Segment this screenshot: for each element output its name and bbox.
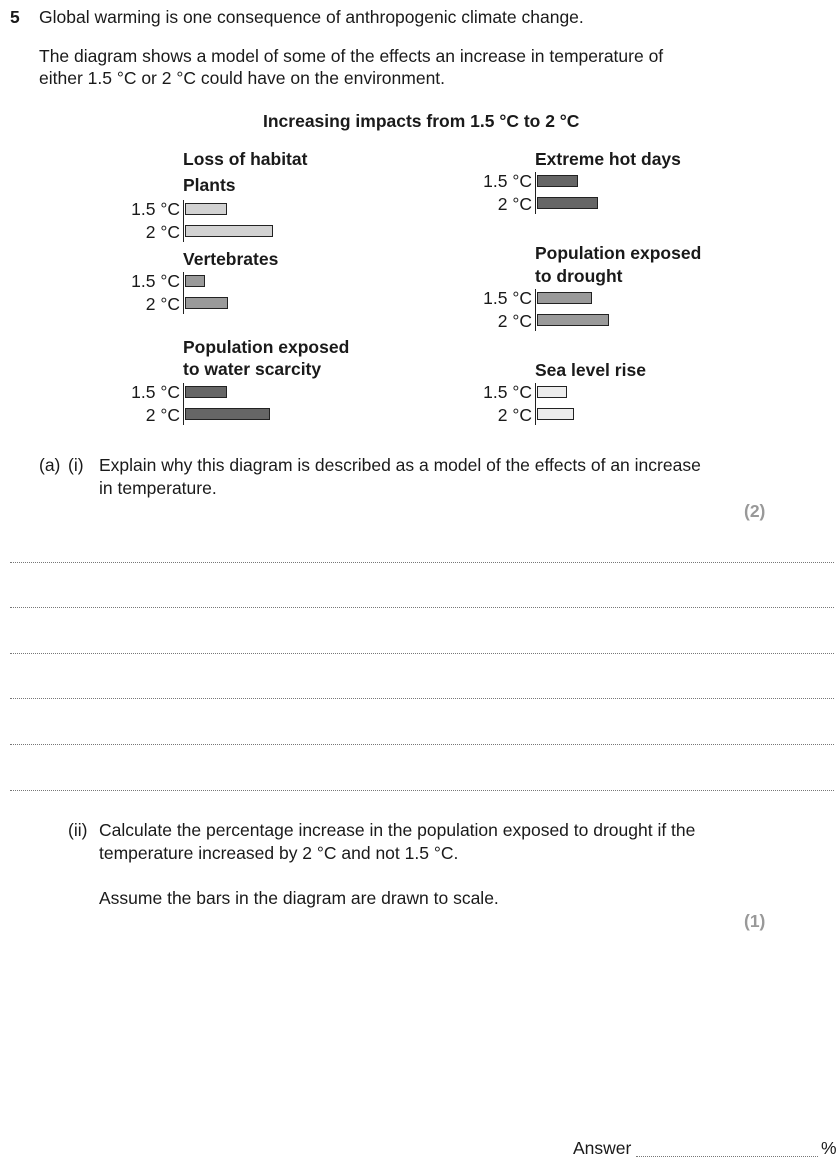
part-a-ii-text-line2: temperature increased by 2 °C and not 1.5 °C. [99,843,459,863]
bar-axis [535,289,536,331]
bar-1-5c [537,175,578,187]
bar-1-5c [537,386,567,398]
part-a-i-text-line1: Explain why this diagram is described as a model of the effects of an increase [99,455,701,475]
bar-axis [183,383,184,425]
temp-label-1-5: 1.5 °C [483,382,532,402]
bar-1-5c [185,386,227,398]
group-heading: Population exposed [183,337,350,357]
question-desc-line2: either 1.5 °C or 2 °C could have on the environment. [39,68,446,88]
part-i-label: (i) [68,455,84,475]
group-heading: Sea level rise [535,360,646,380]
answer-line[interactable] [10,790,834,791]
group-heading: Extreme hot days [535,149,681,169]
temp-label-1-5: 1.5 °C [483,171,532,191]
marks-a-i: (2) [744,501,766,521]
group-heading: Plants [183,175,236,195]
temp-label-1-5: 1.5 °C [131,199,180,219]
temp-label-1-5: 1.5 °C [131,271,180,291]
part-a-label: (a) [39,455,61,475]
temp-label-2: 2 °C [497,311,532,331]
bar-2c [537,408,574,420]
part-a-ii-text-line3: Assume the bars in the diagram are drawn to scale. [99,888,499,908]
bar-2c [185,225,273,237]
part-a-ii-text-line1: Calculate the percentage increase in the population exposed to drought if the [99,820,696,840]
bar-axis [535,172,536,214]
temp-label-1-5: 1.5 °C [131,382,180,402]
bar-1-5c [537,292,592,304]
part-a-i-text-line2: in temperature. [99,478,217,498]
group-heading: to drought [535,266,623,286]
temp-label-2: 2 °C [497,194,532,214]
group-heading: Population exposed [535,243,702,263]
bar-axis [535,383,536,425]
group-heading: Vertebrates [183,249,279,269]
question-number: 5 [10,7,20,27]
answer-line[interactable] [10,562,834,563]
bar-2c [537,314,609,326]
diagram-title: Increasing impacts from 1.5 °C to 2 °C [263,111,580,131]
temp-label-2: 2 °C [145,222,180,242]
group-heading: to water scarcity [183,359,322,379]
temp-label-2: 2 °C [145,405,180,425]
bar-1-5c [185,203,227,215]
answer-line[interactable] [10,698,834,699]
answer-line[interactable] [10,653,834,654]
bar-2c [185,408,270,420]
answer-input-line[interactable] [636,1156,818,1157]
bar-axis [183,200,184,242]
bar-axis [183,272,184,314]
temp-label-2: 2 °C [145,294,180,314]
bar-2c [185,297,228,309]
answer-line[interactable] [10,744,834,745]
question-desc-line1: The diagram shows a model of some of the effects an increase in temperature of [39,46,664,66]
bar-1-5c [185,275,205,287]
part-ii-label: (ii) [68,820,88,840]
marks-a-ii: (1) [744,911,766,931]
question-intro: Global warming is one consequence of anthropogenic climate change. [39,7,584,27]
group-heading: Loss of habitat [183,149,308,169]
temp-label-1-5: 1.5 °C [483,288,532,308]
answer-unit: % [821,1138,837,1158]
answer-line[interactable] [10,607,834,608]
answer-label: Answer [573,1138,632,1158]
bar-2c [537,197,598,209]
temp-label-2: 2 °C [497,405,532,425]
